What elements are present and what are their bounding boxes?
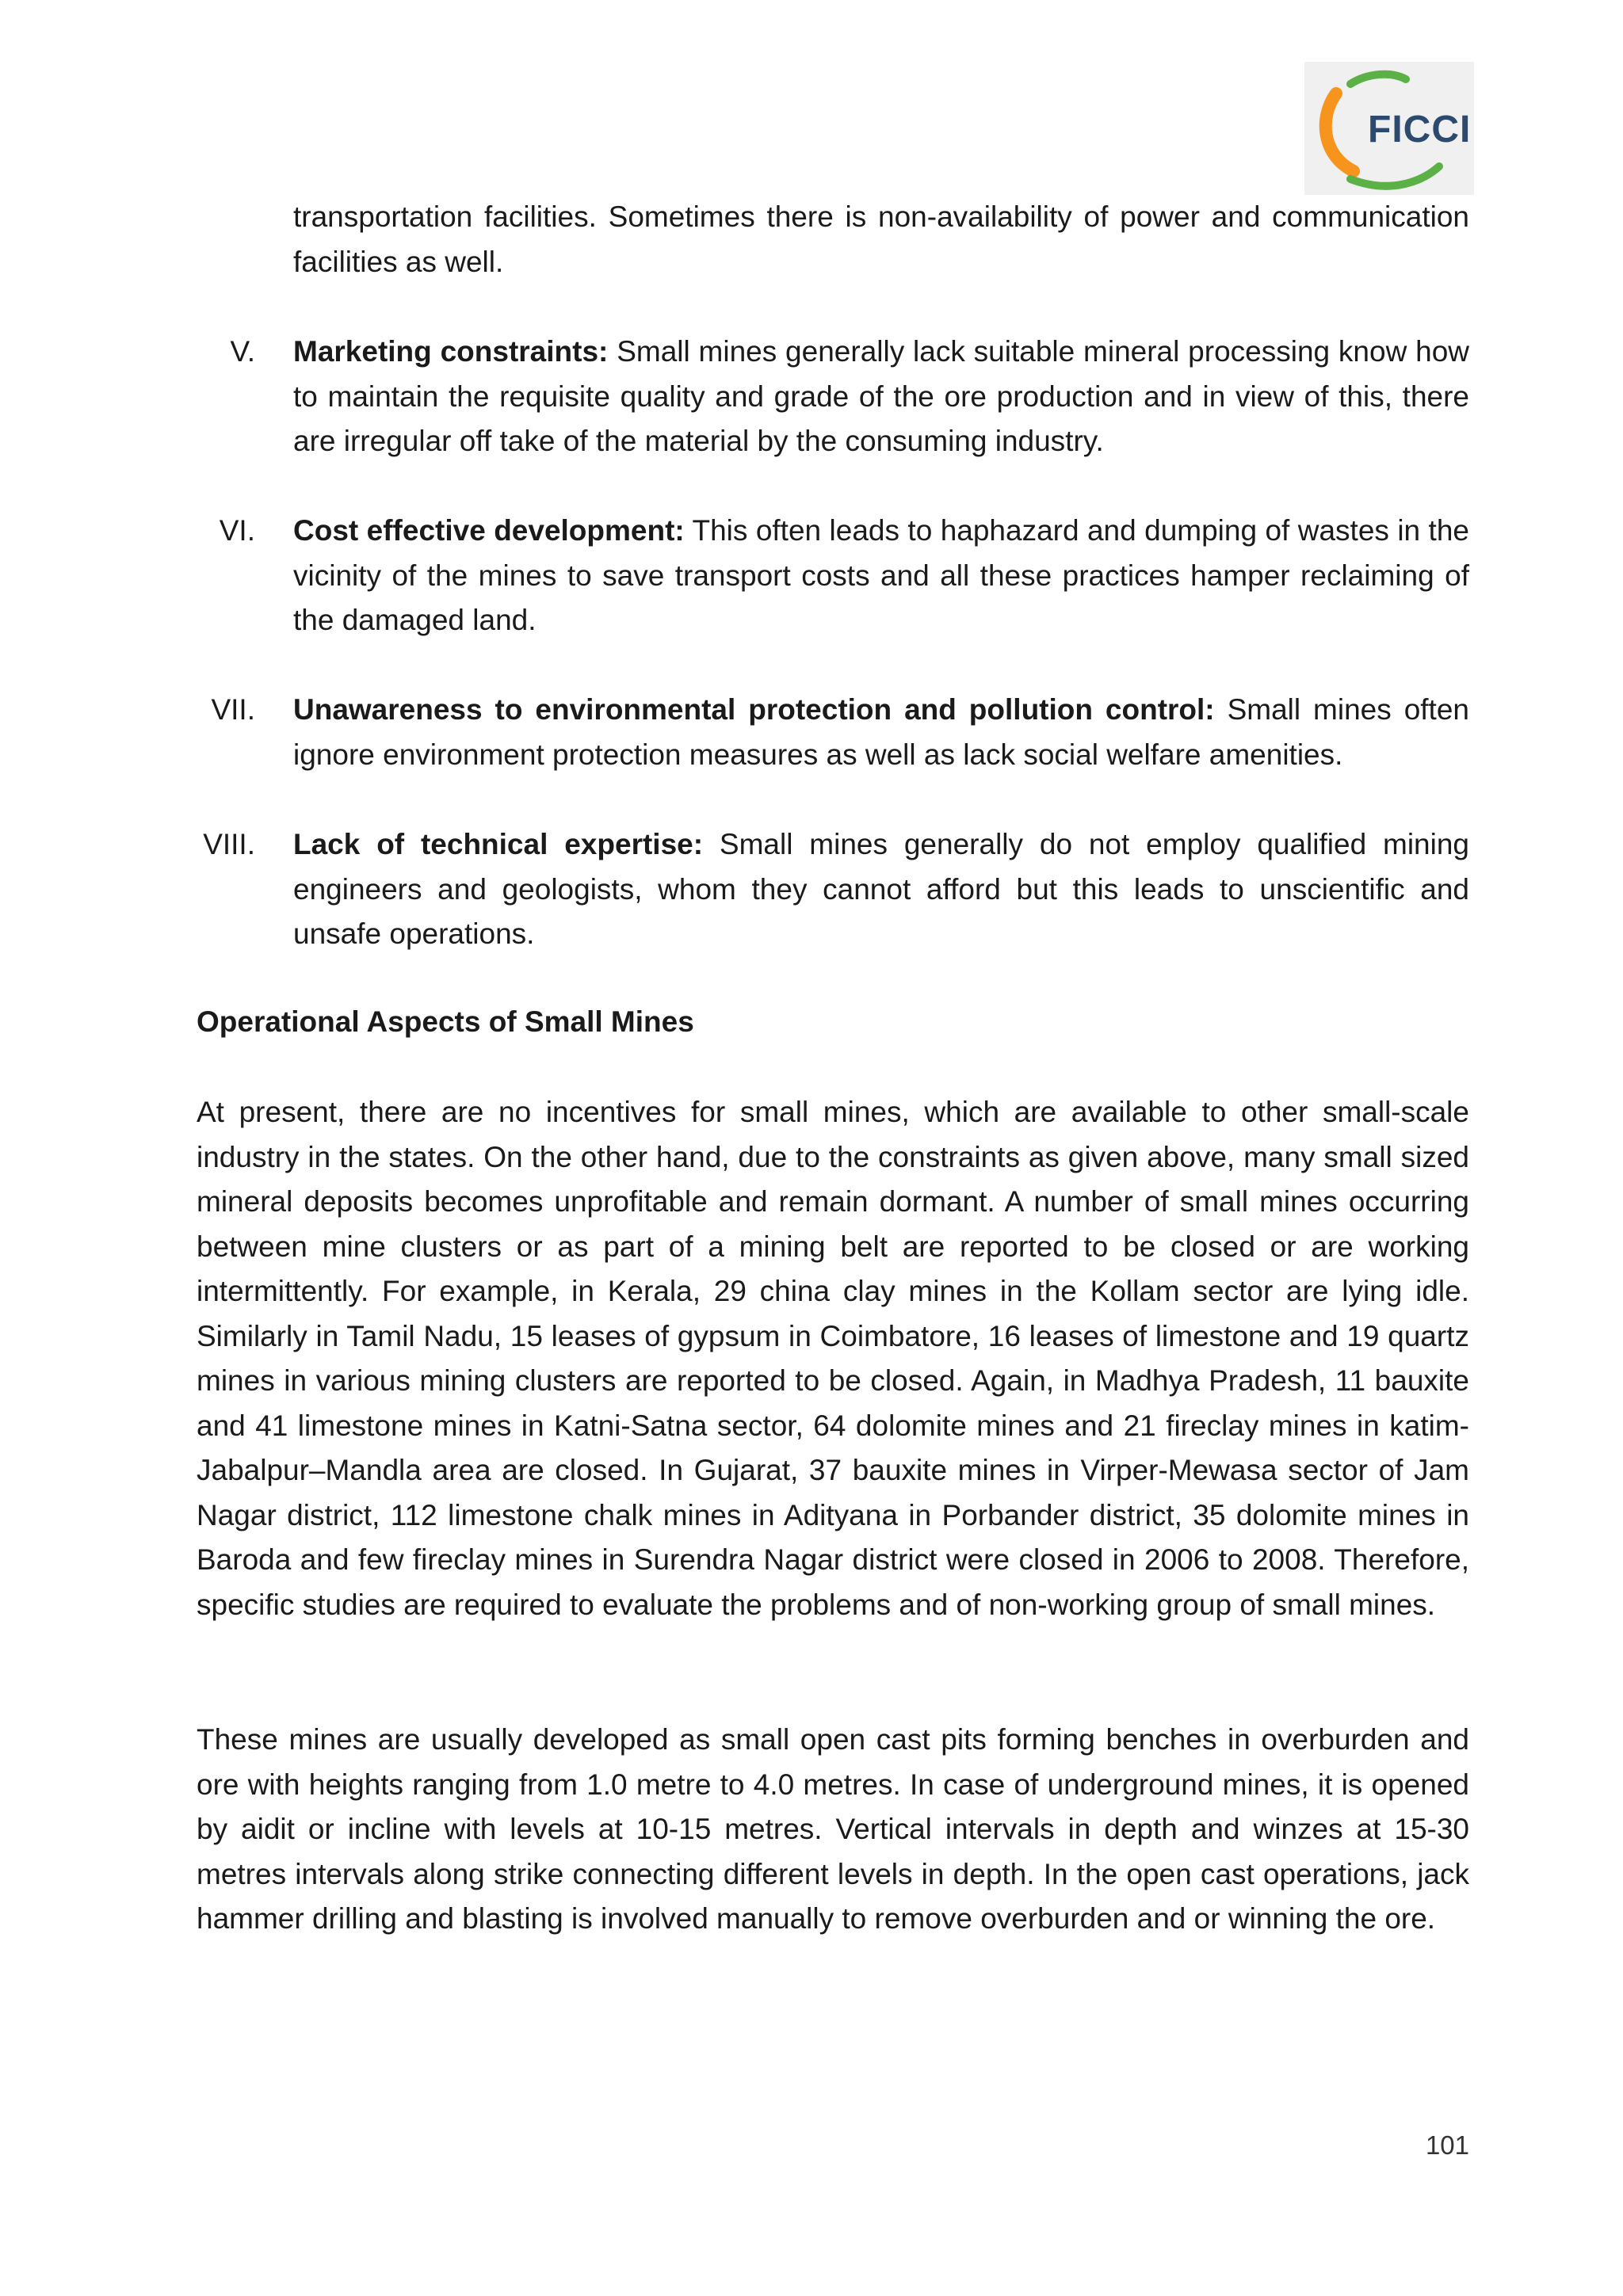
list-numeral: VIII. bbox=[203, 828, 255, 860]
section-heading: Operational Aspects of Small Mines bbox=[197, 1005, 694, 1038]
continuation-text: transportation facilities. Sometimes there is non-availability of power and communication facilities as well. bbox=[293, 200, 1469, 278]
ficci-logo-text: FICCI bbox=[1368, 109, 1472, 151]
list-numeral: VII. bbox=[211, 693, 255, 726]
list-item-title: Marketing constraints: bbox=[293, 335, 609, 368]
list-item-text: This often leads to haphazard and dumping of wastes in the vicinity of the mines to save transport costs and all these practices hamper reclaiming of the damaged land. bbox=[293, 514, 1469, 636]
list-item-body bbox=[293, 330, 1469, 464]
list-item-title: Lack of technical expertise: bbox=[293, 828, 704, 860]
list-item-text: Small mines generally lack suitable mineral processing know how to maintain the requisite quality and grade of the ore production and in view of this, there are irregular off take of the material by the consuming industry. bbox=[293, 335, 1470, 457]
list-item-title: Cost effective development: bbox=[293, 514, 685, 547]
list-item-body bbox=[293, 509, 1469, 643]
paragraph-development: These mines are usually developed as small open cast pits forming benches in overburden and ore with heights ranging from 1.0 metre to 4.0 metres. In case of underground mines, it is opened by aidit or incline with levels at 10-15 metres. Vertical intervals in depth and winzes at 15-30 metres intervals along strike connecting different levels in depth. In the open cast operations, jack hammer drilling and blasting is involved manually to remove overburden and or winning the ore. bbox=[197, 1723, 1469, 1935]
list-numeral: V. bbox=[230, 335, 255, 368]
list-item-text: Small mines often ignore environment protection measures as well as lack social welfare amenities. bbox=[293, 693, 1469, 771]
list-item-body bbox=[293, 822, 1469, 957]
list-item-body bbox=[293, 688, 1469, 777]
list-item-title: Unawareness to environmental protection and pollution control: bbox=[293, 693, 1215, 726]
ficci-logo bbox=[1304, 62, 1474, 195]
list-item-text: Small mines generally do not employ qualified mining engineers and geologists, whom they cannot afford but this leads to unscientific and unsafe operations. bbox=[293, 828, 1469, 950]
page-number: 101 bbox=[1425, 2130, 1469, 2160]
list-numeral: VI. bbox=[219, 514, 255, 547]
paragraph-incentives: At present, there are no incentives for small mines, which are available to other small-scale industry in the states. On the other hand, due to the constraints as given above, many small sized mineral deposits becomes unprofitable and remain dormant. A number of small mines occurring between mine clusters or as part of a mining belt are reported to be closed or are working intermittently. For example, in Kerala, 29 china clay mines in the Kollam sector are lying idle. Similarly in Tamil Nadu, 15 leases of gypsum in Coimbatore, 16 leases of limestone and 19 quartz mines in various mining clusters are reported to be closed. Again, in Madhya Pradesh, 11 bauxite and 41 limestone mines in Katni-Satna sector, 64 dolomite mines and 21 fireclay mines in katim-Jabalpur–Mandla area are closed. In Gujarat, 37 bauxite mines in Virper-Mewasa sector of Jam Nagar district, 112 limestone chalk mines in Adityana in Porbander district, 35 dolomite mines in Baroda and few fireclay mines in Surendra Nagar district were closed in 2006 to 2008. Therefore, specific studies are required to evaluate the problems and of non-working group of small mines. bbox=[197, 1096, 1469, 1621]
